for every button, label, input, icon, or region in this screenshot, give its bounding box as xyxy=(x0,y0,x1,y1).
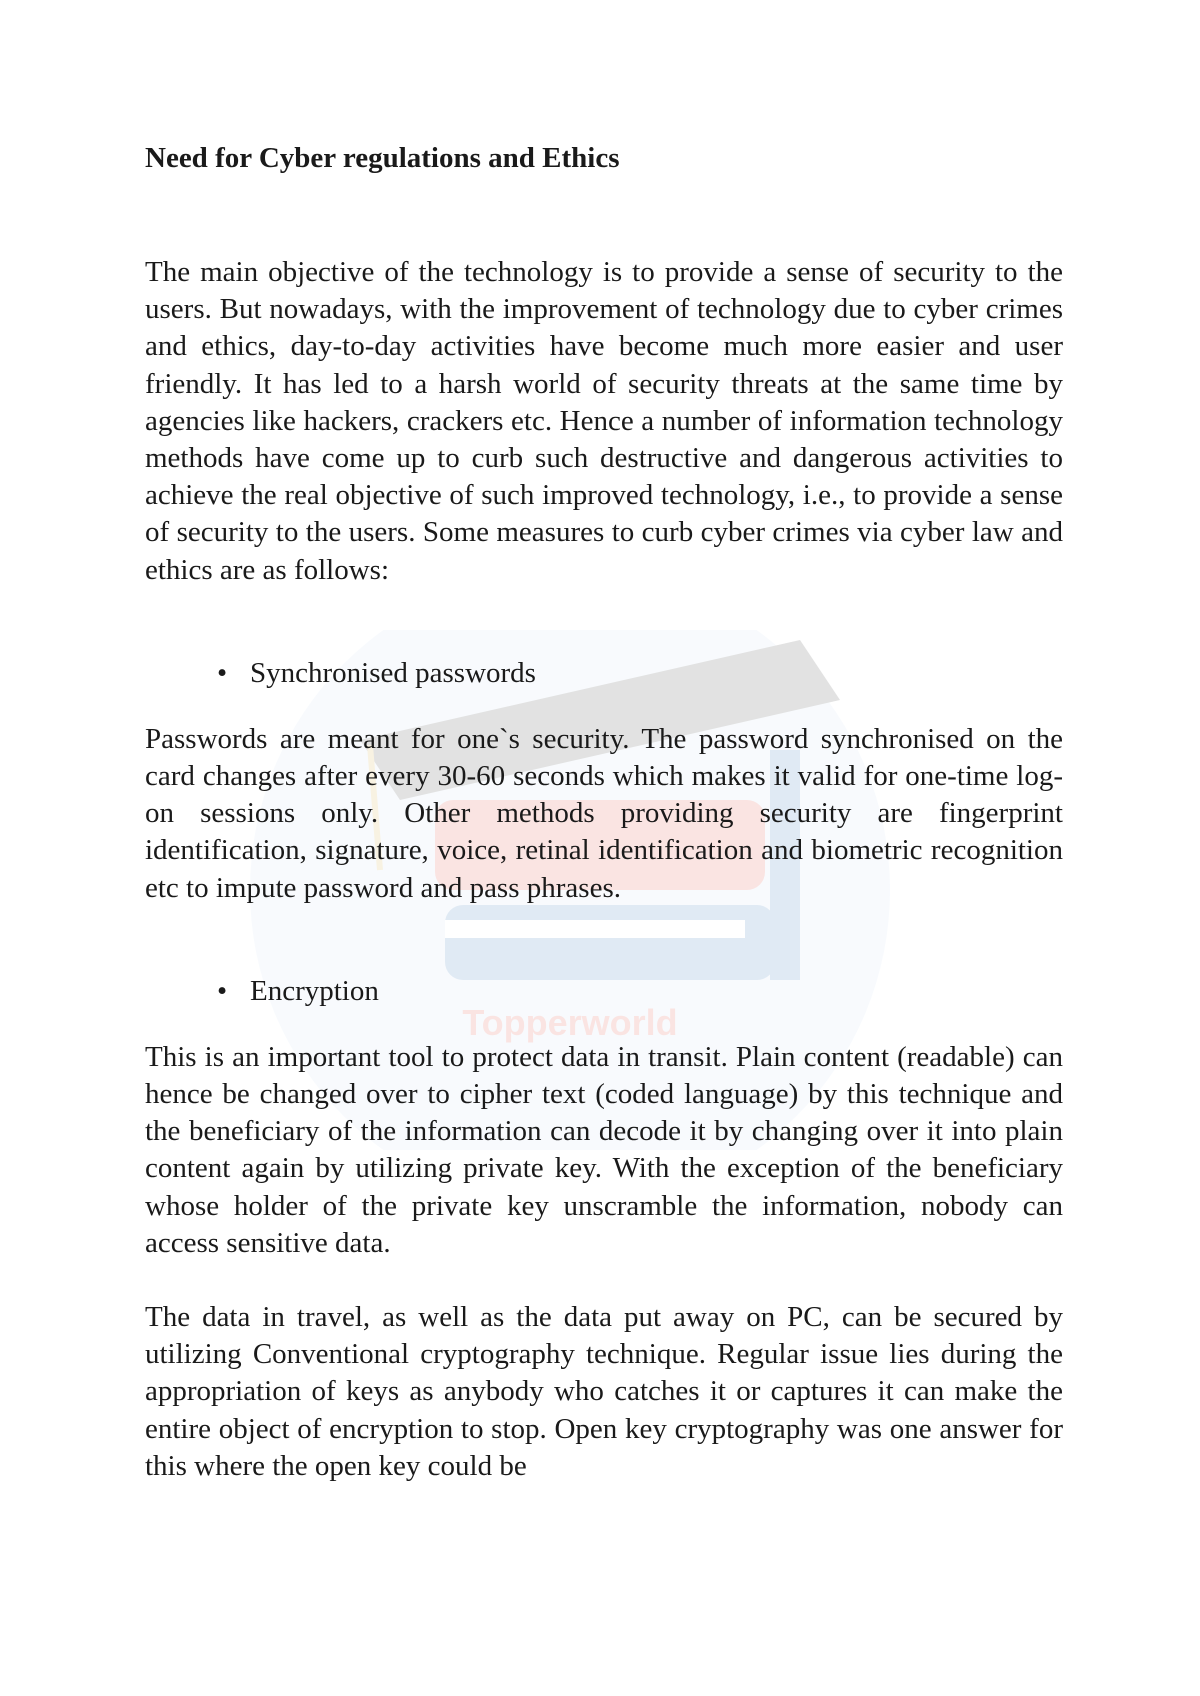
cryptography-paragraph: The data in travel, as well as the data put away on PC, can be secured by utilizing Conventional cryptography technique. Regular issue lies during the appropriation of keys as anybody who catches it or captures it can make the entire object of encryption to stop. Open key cryptography was one answer for this where the open key could be xyxy=(145,1301,1063,1482)
encryption-paragraph: This is an important tool to protect data in transit. Plain content (readable) can hence be changed over to cipher text (coded language) by this technique and the beneficiary of the information can decode it by changing over it into plain content again by utilizing private key. With the exception of the beneficiary whose holder of the private key unscramble the information, nobody can access sensitive data. xyxy=(145,1040,1063,1259)
bullet-dot-icon: • xyxy=(217,656,228,689)
section-heading: Encryption xyxy=(250,974,379,1007)
document-body xyxy=(145,140,1063,1485)
bullet-encryption xyxy=(145,973,1063,1010)
section-heading: Synchronised passwords xyxy=(250,656,536,689)
document-title: Need for Cyber regulations and Ethics xyxy=(145,142,620,174)
bullet-synchronised-passwords xyxy=(145,655,1063,692)
bullet-dot-icon: • xyxy=(217,974,228,1007)
watermark-text: Topperworld xyxy=(462,1002,678,1043)
intro-paragraph: The main objective of the technology is to provide a sense of security to the users. But nowadays, with the improvement of technology due to cyber crimes and ethics, day-to-day activities have become much more easier and user friendly. It has led to a harsh world of security threats at the same time by agencies like hackers, crackers etc. Hence a number of information technology methods have come up to curb such destructive and dangerous activities to achieve the real objective of such improved technology, i.e., to provide a sense of security to the users. Some measures to curb cyber crimes via cyber law and ethics are as follows: xyxy=(145,256,1063,586)
passwords-paragraph: Passwords are meant for one`s security. The password synchronised on the card changes after every 30-60 seconds which makes it valid for one-time log-on sessions only. Other methods providing security are fingerprint identification, signature, voice, retinal identification and biometric recognition etc to impute password and pass phrases. xyxy=(145,722,1063,904)
